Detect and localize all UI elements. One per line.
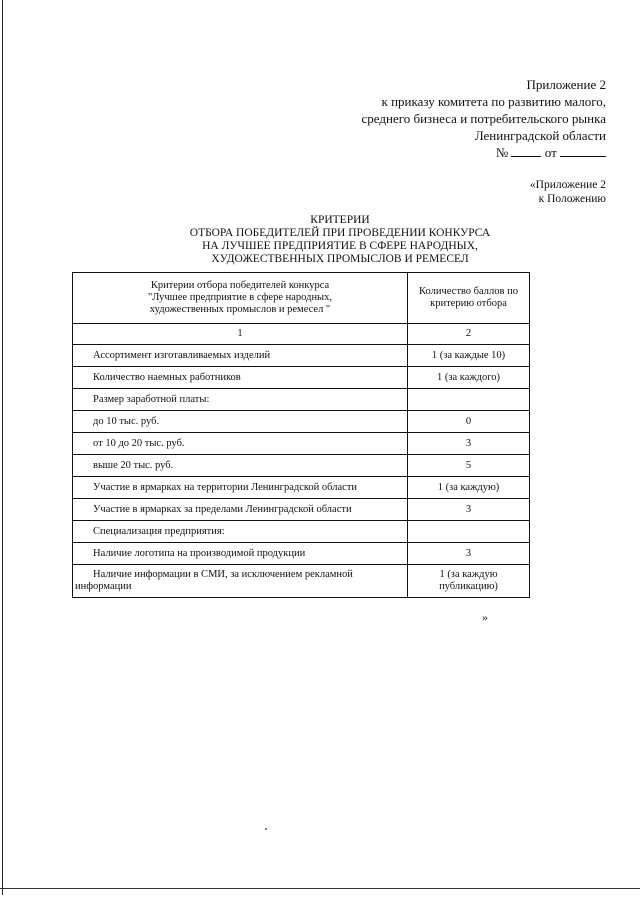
points-cell: 3 bbox=[408, 499, 530, 521]
header-criteria-line: "Лучшее предприятие в сфере народных, bbox=[148, 292, 332, 303]
scan-speck bbox=[265, 828, 267, 830]
date-blank bbox=[560, 144, 606, 157]
criterion-cell: Участие в ярмарках на территории Ленинградской области bbox=[73, 477, 408, 499]
from-label: от bbox=[544, 145, 557, 160]
scan-edge-bottom bbox=[0, 888, 640, 889]
criteria-table bbox=[72, 272, 530, 598]
table-row bbox=[73, 455, 530, 477]
points-cell: 1 (за каждого) bbox=[408, 367, 530, 389]
column-number-2: 2 bbox=[408, 324, 530, 345]
header-points-line: критерию отбора bbox=[430, 298, 507, 309]
points-cell: 1 (за каждую) bbox=[408, 477, 530, 499]
criterion-cell: до 10 тыс. руб. bbox=[73, 411, 408, 433]
order-line-3: Ленинградской области bbox=[474, 128, 606, 143]
number-blank bbox=[511, 144, 541, 157]
points-cell: 3 bbox=[408, 543, 530, 565]
criterion-cell: Участие в ярмарках за пределами Ленинградской области bbox=[73, 499, 408, 521]
table-row bbox=[73, 543, 530, 565]
order-line-1: к приказу комитета по развитию малого, bbox=[381, 94, 606, 109]
table-row bbox=[73, 389, 530, 411]
title-line-3: НА ЛУЧШЕЕ ПРЕДПРИЯТИЕ В СФЕРЕ НАРОДНЫХ, bbox=[202, 240, 478, 252]
criterion-cell: Размер заработной платы: bbox=[73, 389, 408, 411]
order-line-2: среднего бизнеса и потребительского рынка bbox=[361, 111, 606, 126]
sub-appendix-line-2: к Положению bbox=[538, 193, 606, 205]
title-line-2: ОТБОРА ПОБЕДИТЕЛЕЙ ПРИ ПРОВЕДЕНИИ КОНКУРСА bbox=[189, 227, 491, 239]
title-line-1: КРИТЕРИИ bbox=[310, 214, 370, 226]
criterion-cell: Наличие информации в СМИ, за исключением рекламной информации bbox=[73, 565, 408, 598]
table-header-row bbox=[73, 273, 530, 324]
scan-edge-left bbox=[2, 0, 3, 895]
header-points-cell bbox=[408, 273, 530, 324]
criterion-cell: Ассортимент изготавливаемых изделий bbox=[73, 345, 408, 367]
criterion-cell: от 10 до 20 тыс. руб. bbox=[73, 433, 408, 455]
table-row bbox=[73, 499, 530, 521]
table-row bbox=[73, 521, 530, 543]
sub-appendix-note bbox=[406, 178, 606, 206]
points-cell: 5 bbox=[408, 455, 530, 477]
order-number-line bbox=[306, 144, 606, 161]
points-cell: 0 bbox=[408, 411, 530, 433]
appendix-header bbox=[306, 76, 606, 161]
header-criteria-line: Критерии отбора победителей конкурса bbox=[150, 280, 330, 291]
table-number-row bbox=[73, 324, 530, 345]
table-row bbox=[73, 367, 530, 389]
criterion-cell: Количество наемных работников bbox=[73, 367, 408, 389]
document-title bbox=[140, 214, 540, 266]
criterion-cell: Специализация предприятия: bbox=[73, 521, 408, 543]
title-line-4: ХУДОЖЕСТВЕННЫХ ПРОМЫСЛОВ И РЕМЕСЕЛ bbox=[211, 253, 469, 265]
header-criteria-cell bbox=[73, 273, 408, 324]
column-number-1: 1 bbox=[73, 324, 408, 345]
criterion-cell: выше 20 тыс. руб. bbox=[73, 455, 408, 477]
closing-quote: » bbox=[482, 610, 488, 624]
points-cell: 1 (за каждую публикацию) bbox=[408, 565, 530, 598]
table-row bbox=[73, 477, 530, 499]
points-cell: 1 (за каждые 10) bbox=[408, 345, 530, 367]
header-criteria-line: художественных промыслов и ремесел " bbox=[149, 304, 331, 315]
points-cell bbox=[408, 521, 530, 543]
sub-appendix-line-1: «Приложение 2 bbox=[529, 179, 606, 191]
header-points-line: Количество баллов по bbox=[419, 286, 518, 297]
criterion-cell: Наличие логотипа на производимой продукции bbox=[73, 543, 408, 565]
table-row bbox=[73, 433, 530, 455]
table-row bbox=[73, 565, 530, 598]
points-cell bbox=[408, 389, 530, 411]
table-row bbox=[73, 411, 530, 433]
table-row bbox=[73, 345, 530, 367]
number-label: № bbox=[495, 145, 509, 160]
appendix-title: Приложение 2 bbox=[526, 77, 606, 92]
points-cell: 3 bbox=[408, 433, 530, 455]
